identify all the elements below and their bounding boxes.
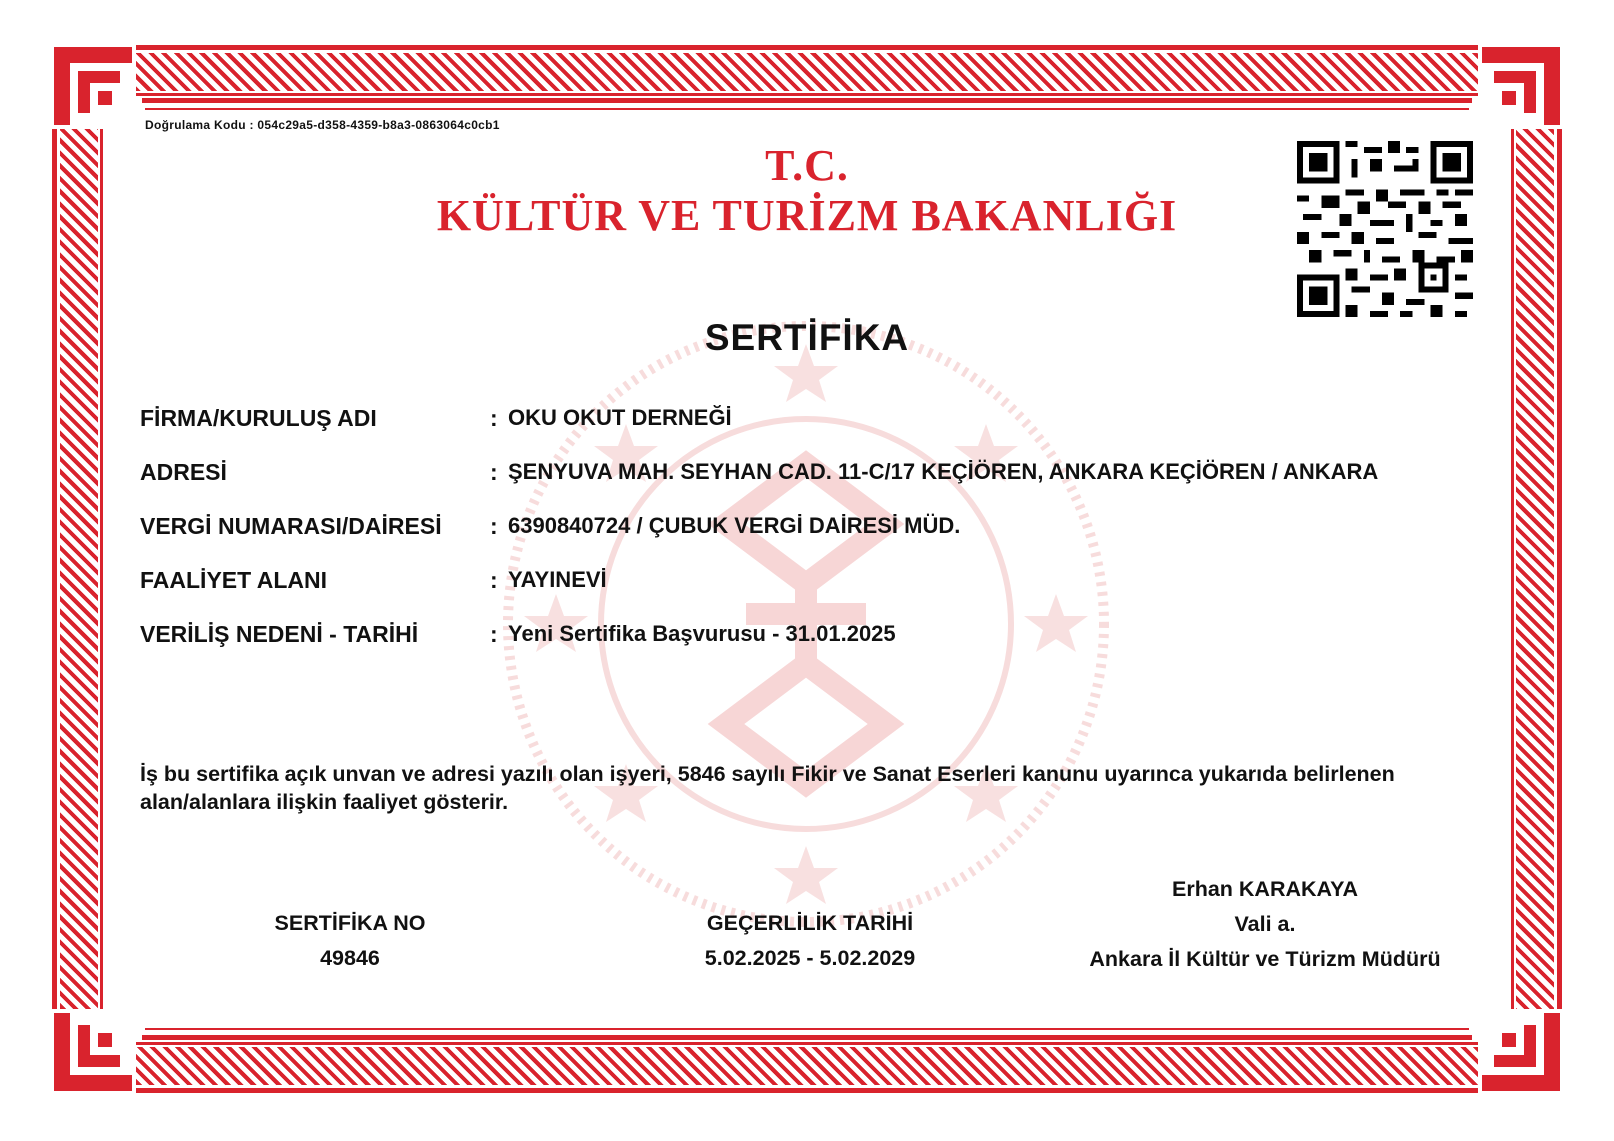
field-value: OKU OKUT DERNEĞİ	[508, 405, 732, 430]
field-row-address	[140, 459, 1480, 499]
field-label: FAALİYET ALANI	[140, 567, 327, 593]
field-label: FİRMA/KURULUŞ ADI	[140, 405, 377, 431]
field-colon: :	[490, 405, 498, 431]
corner-ornament-bottom-right	[1478, 1009, 1564, 1095]
signer-block	[1050, 872, 1480, 977]
field-row-issue-reason	[140, 621, 1480, 661]
signer-name: Erhan KARAKAYA	[1172, 877, 1358, 901]
field-label: VERİLİŞ NEDENİ - TARİHİ	[140, 621, 419, 647]
field-row-company	[140, 405, 1480, 445]
field-value: 6390840724 / ÇUBUK VERGİ DAİRESİ MÜD.	[508, 513, 961, 538]
field-row-activity	[140, 567, 1480, 607]
field-value: Yeni Sertifika Başvurusu - 31.01.2025	[508, 621, 896, 646]
corner-ornament-bottom-left	[50, 1009, 136, 1095]
validity-dates: 5.02.2025 - 5.02.2029	[704, 946, 916, 970]
field-value: ŞENYUVA MAH. SEYHAN CAD. 11-C/17 KEÇİÖREN, ANKARA KEÇİÖREN / ANKARA	[508, 459, 1379, 484]
field-value: YAYINEVİ	[508, 567, 607, 592]
certificate-number-block	[200, 906, 500, 976]
field-row-tax	[140, 513, 1480, 553]
field-label: ADRESİ	[140, 459, 227, 485]
field-colon: :	[490, 459, 498, 485]
certificate-number: 49846	[320, 946, 380, 970]
certificate-title: SERTİFİKA	[704, 317, 910, 358]
field-colon: :	[490, 621, 498, 647]
verification-code: Doğrulama Kodu : 054c29a5-d358-4359-b8a3-0863064c0cb1	[145, 118, 500, 132]
header-ministry: KÜLTÜR VE TURİZM BAKANLIĞI	[436, 191, 1178, 240]
field-colon: :	[490, 513, 498, 539]
signer-title: Vali a.	[1234, 912, 1296, 936]
header-tc: T.C.	[765, 141, 849, 190]
field-label: VERGİ NUMARASI/DAİRESİ	[140, 513, 442, 539]
corner-ornament-top-left	[50, 43, 136, 129]
certificate-statement: İş bu sertifika açık unvan ve adresi yazılı olan işyeri, 5846 sayılı Fikir ve Sanat Eserleri kanunu uyarınca yukarıda belirlenen alan/alanlara ilişkin faaliyet gösterir.	[140, 762, 1395, 814]
validity-block	[640, 906, 980, 976]
certificate-number-label: SERTİFİKA NO	[274, 911, 426, 935]
field-colon: :	[490, 567, 498, 593]
corner-ornament-top-right	[1478, 43, 1564, 129]
validity-label: GEÇERLİLİK TARİHİ	[706, 911, 914, 935]
signer-office: Ankara İl Kültür ve Türizm Müdürü	[1089, 947, 1441, 971]
qr-code-icon	[1297, 141, 1473, 317]
